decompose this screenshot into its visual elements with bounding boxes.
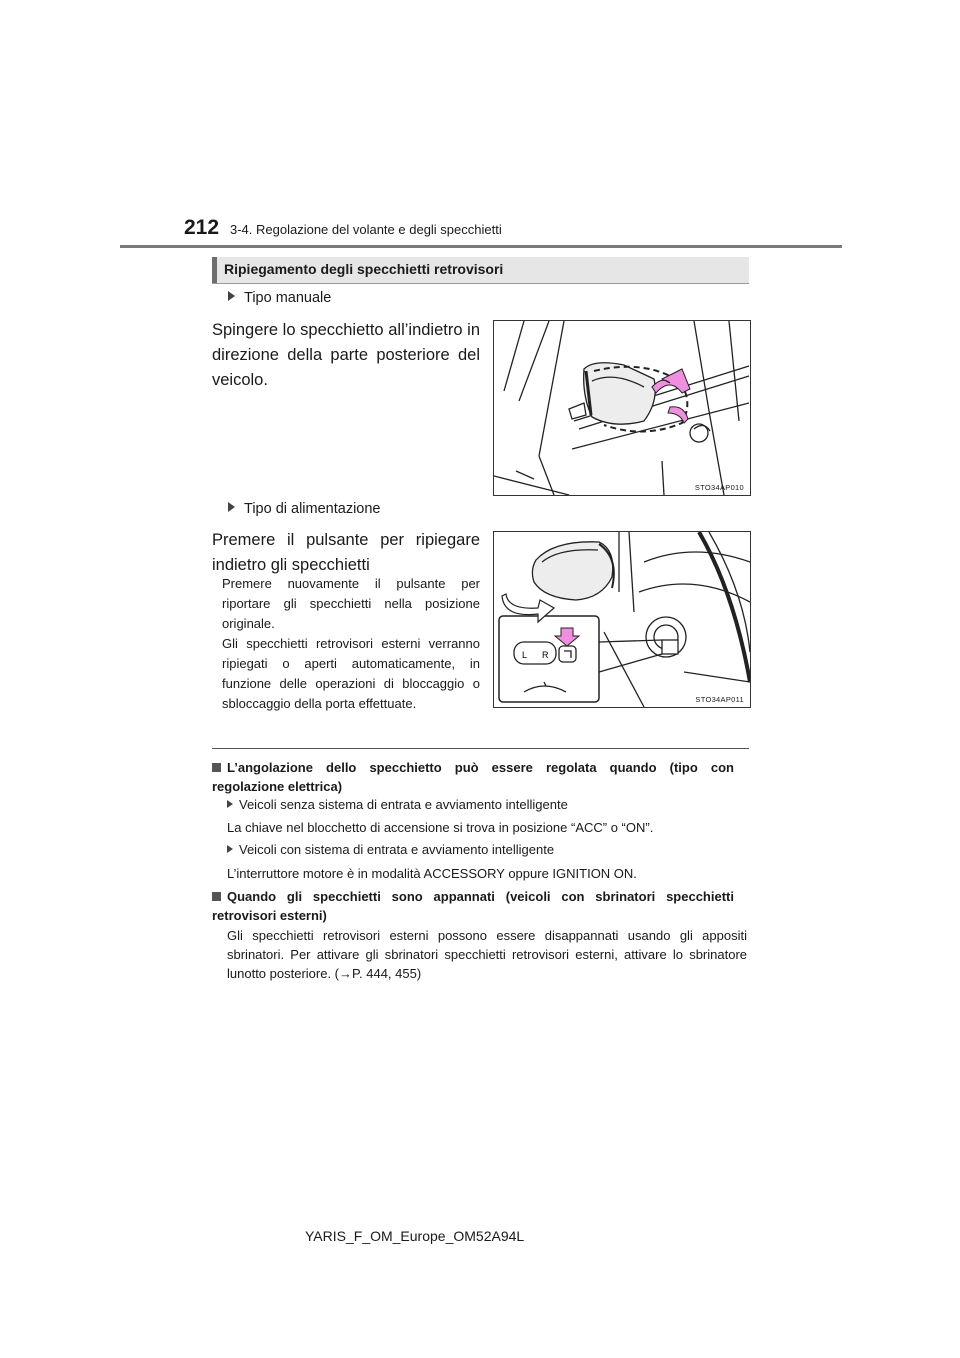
power-note-2: Gli specchietti retrovisori esterni verranno ripiegati o aperti automaticamente, in funzione delle operazioni di bloccaggio o sbloccaggio della porta effettuate. [222,636,480,711]
title-bar-tab [212,257,217,283]
manual-type-label [228,290,331,306]
manual-mirror-illustration [494,321,750,495]
square-bullet-icon [212,892,221,901]
page-number: 212 [184,216,220,239]
note-2-title-text: Quando gli specchietti sono appannati (veicoli con sbrinatori specchietti retrovisori esterni) [212,889,734,923]
manual-type-label-text: Tipo manuale [244,290,332,306]
note-1-sub-2-text: Veicoli con sistema di entrata e avviamento intelligente [239,842,555,857]
note-1-title-text: L’angolazione dello specchietto può essere regolata quando (tipo con regolazione elettrica) [212,760,734,794]
arrow-right-icon: → [339,966,353,981]
note-2-title [212,887,734,925]
switch-right-label: R [542,650,549,660]
section-title-bar [212,257,749,284]
power-instruction: Premere il pulsante per ripiegare indietro gli specchietti [212,531,480,574]
note-1-sub-1-text: Veicoli senza sistema di entrata e avviamento intelligente [239,797,568,812]
power-type-label [228,501,380,517]
manual-instruction: Spingere lo specchietto all’indietro in direzione della parte posteriore del veicolo. [212,321,480,389]
note-2-text [227,926,747,983]
section-title: Ripiegamento degli specchietti retrovisori [224,261,504,277]
page-reference-link[interactable]: P. 444, 455) [352,966,422,981]
power-note-1: Premere nuovamente il pulsante per riportare gli specchietti nella posizione originale. [222,576,480,631]
figure-code: STO34AP011 [695,695,744,704]
figure-manual-mirror [493,320,751,496]
note-1-title [212,758,734,796]
figure-code: STO34AP010 [694,483,744,492]
power-mirror-illustration [494,532,750,707]
triangle-bullet-icon [227,800,233,808]
switch-left-label: L [522,650,528,660]
note-1-text-1: La chiave nel blocchetto di accensione si trova in posizione “ACC” o “ON”. [227,820,654,835]
note-1-sub-2 [227,842,554,857]
triangle-bullet-icon [228,291,235,301]
note-1-text-2: L’interruttore motore è in modalità ACCESSORY oppure IGNITION ON. [227,866,637,881]
footer-doc-id: YARIS_F_OM_Europe_OM52A94L [305,1228,525,1244]
figure-power-mirror [493,531,751,708]
power-type-label-text: Tipo di alimentazione [244,501,381,517]
triangle-bullet-icon [228,502,235,512]
square-bullet-icon [212,763,221,772]
notes-divider [212,748,749,749]
note-2-text-body: Gli specchietti retrovisori esterni possono essere disappannati usando gli appositi sbrinatori. Per attivare gli sbrinatori specchietti retrovisori esterni, attivare lo sbrinatore lunotto posteriore. ( [227,928,747,981]
triangle-bullet-icon [227,845,233,853]
section-heading: 3-4. Regolazione del volante e degli specchietti [230,222,502,237]
note-1-sub-1 [227,797,568,812]
header-divider [120,245,842,248]
